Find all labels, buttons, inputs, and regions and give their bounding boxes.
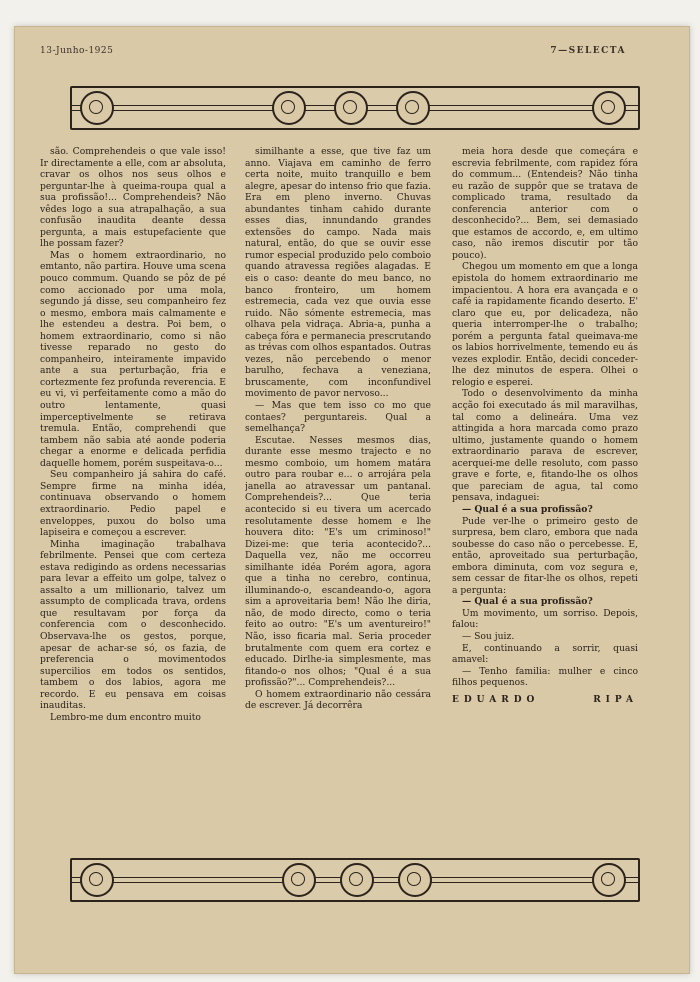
column-3	[452, 146, 638, 851]
column-2	[245, 146, 431, 851]
rose-icon	[272, 91, 306, 125]
paragraph: Minha imaginação trabalhava febrilmente. Pensei que com certeza estava redigindo as ordens necessarias para levar a effeito um golpe, talvez o assalto a um millionario, talvez um assumpto de complicada trava, ordens que resultavam por força da conferencia com o desconhecido. Observava-lhe os gestos, porque, apesar de achar-se só, os fazia, de preferencia o movimentodos supercilios em todos os sentidos, tambem o dos labios, agora me recordo. E eu pensava em coisas inauditas.	[40, 538, 226, 712]
rose-icon	[592, 863, 626, 897]
rose-icon	[80, 91, 114, 125]
paragraph: meia hora desde que começára e escrevia febrilmente, com rapidez fóra do commum... (Entendeis? Não tinha eu razão de suppôr que se tratava de complicado trama, resultado da conferencia anterior com o desconhecido?... Bem, sei demasiado que estamos de accordo, e, em ultimo caso, não iremos discutir por tão pouco).	[452, 146, 638, 261]
rose-icon	[592, 91, 626, 125]
rose-icon	[396, 91, 430, 125]
paragraph: Escutae. Nesses mesmos dias, durante esse mesmo trajecto e no mesmo comboio, um homem matára outro para roubar e... o arrojára pela janella ao atravessar um pantanal. Comprehendeis?... Que teria acontecido si eu tivera um acercado resolutamente desse homem e lhe houvera dito: "E's um criminoso!" Dizei-me: que teria acontecido?... Daquella vez, não me occorreu similhante idéa Porém agora, agora que a tinha no cerebro, continua, illuminando-o, escandeando-o, agora sim a aproveitaria bem! Não lhe diria, não, de modo directo, como o teria feito ao outro: "E's um aventureiro!" Não, isso ficaria mal. Seria proceder brutalmente com quem era cortez e educado. Dirlhe-ia simplesmente, mas fitando-o nos olhos; "Qual é a sua profissão?"... Comprehendeis?...	[245, 434, 431, 689]
rose-icon	[80, 863, 114, 897]
paragraph: — Sou juiz.	[462, 630, 515, 642]
paragraph: Chegou um momento em que a longa epistola do homem extraordinario me impacientou. A hora era avançada e o café ia rapidamente ficando deserto. E' claro que eu, por delicadeza, não queria interromper-lhe o trabalho; porém a pergunta fatal queimava-me os labios horrivelmente, temendo eu ás vezes explodir. Então, decidi conceder-lhe dez minutos de espera. Olhei o relogio e esperei.	[452, 261, 638, 388]
paragraph: Um movimento, um sorriso. Depois, falou:	[452, 607, 638, 631]
paragraph: Seu companheiro já sahira do café. Sempre firme na minha idéa, continuava observando o homem extraordinario. Pedio papel e enveloppes, puxou do bolso uma lapiseira e começou a escrever.	[40, 469, 226, 539]
article-columns	[40, 146, 640, 851]
paragraph: Todo o desenvolvimento da minha acção foi executado ás mil maravilhas, tal como a delineára. Uma vez attingida a hora marcada como prazo ultimo, justamente quando o homem extraordinario parava de escrever, acerquei-me delle resoluto, com passo grave e forte, e, fitando-lhe os olhos que pareciam de agua, tal como pensava, indaguei:	[452, 388, 638, 504]
issue-date: 13-Junho-1925	[40, 46, 114, 56]
page-header	[40, 46, 630, 62]
paragraph: — Qual é a sua profissão?	[462, 503, 593, 515]
paragraph: similhante a esse, que tive faz um anno. Viajava em caminho de ferro certa noite, muito tranquillo e bem alegre, apesar do intenso frio que fazia. Era em pleno inverno. Chuvas abundantes tinham cahido durante esses dias, innundando grandes extensões do campo. Nada mais natural, então, do que se ouvir esse rumor especial produzido pelo comboio quando atravessa regiões alagadas. E eis o caso: deante do meu banco, no banco fronteiro, um homem estremecia, cada vez que ouvia esse ruido. Não sómente estremecia, mas olhava pela vidraça. Abria-a, punha a cabeça fóra e permanecia prescrutando as trévas com olhos espantados. Outras vezes, não percebendo o menor barulho, fechava a veneziana, bruscamente, com inconfundivel movimento de pavor nervoso...	[245, 146, 431, 400]
author-first-name: EDUARDO	[452, 694, 540, 705]
paragraph: Lembro-me dum encontro muito	[50, 711, 201, 723]
author-last-name: RIPA	[593, 694, 638, 705]
bottom-rose-border	[70, 858, 640, 902]
paragraph: — Qual é a sua profissão?	[462, 596, 593, 608]
paragraph: O homem extraordinario não cessára de escrever. Já decorrêra	[245, 688, 431, 712]
rose-icon	[334, 91, 368, 125]
paragraph: são. Comprehendeis o que vale isso! Ir directamente a elle, com ar absoluta, cravar os olhos nos seus olhos e perguntar-lhe à queima-roupa qual a sua profissão!... Comprehendeis? Não vêdes logo a sua atrapalhação, a sua confusão inaudita deante dessa pergunta, a mais estupefaciente que lhe possam fazer?	[40, 146, 226, 250]
top-rose-border	[70, 86, 640, 130]
rose-icon	[282, 863, 316, 897]
rose-icon	[398, 863, 432, 897]
rose-icon	[340, 863, 374, 897]
column-1	[40, 146, 226, 851]
paragraph: E, continuando a sorrir, quasi amavel:	[452, 642, 638, 666]
author-signature	[452, 695, 638, 707]
paragraph: — Tenho familia: mulher e cinco filhos pequenos.	[452, 665, 638, 689]
page-number: 7—SELECTA	[550, 46, 626, 56]
paragraph: Mas o homem extraordinario, no emtanto, não partira. Houve uma scena pouco commum. Quando se pôz de pé como accionado por uma mola, segundo já disse, seu companheiro fez o mesmo, embora mais calmamente e lhe estendeu a destra. Poi bem, o homem extraordinario, como si não tivesse reparado no gesto do companheiro, inteiramente impavido ante a sua perturbação, fria e cortezmente fez profunda reverencia. E eu vi, vi perfeitamente como a mão do outro lentamente, quasi imperceptivelmente se retirava tremula. Então, comprehendi que tambem não sabia até aonde poderia chegar a enorme e delicada perfidia daquelle homem, porém suspeitava-o...	[40, 249, 226, 469]
paragraph: Pude ver-lhe o primeiro gesto de surpresa, bem claro, embora que nada soubesse do caso não o percebesse. E, então, aproveitado sua perturbação, embora diminuta, com voz segura e, sem cessar de fitar-lhe os olhos, repeti a pergunta:	[452, 515, 638, 596]
paragraph: — Mas que tem isso co mo que contaes? perguntareis. Qual a semelhança?	[245, 400, 431, 435]
